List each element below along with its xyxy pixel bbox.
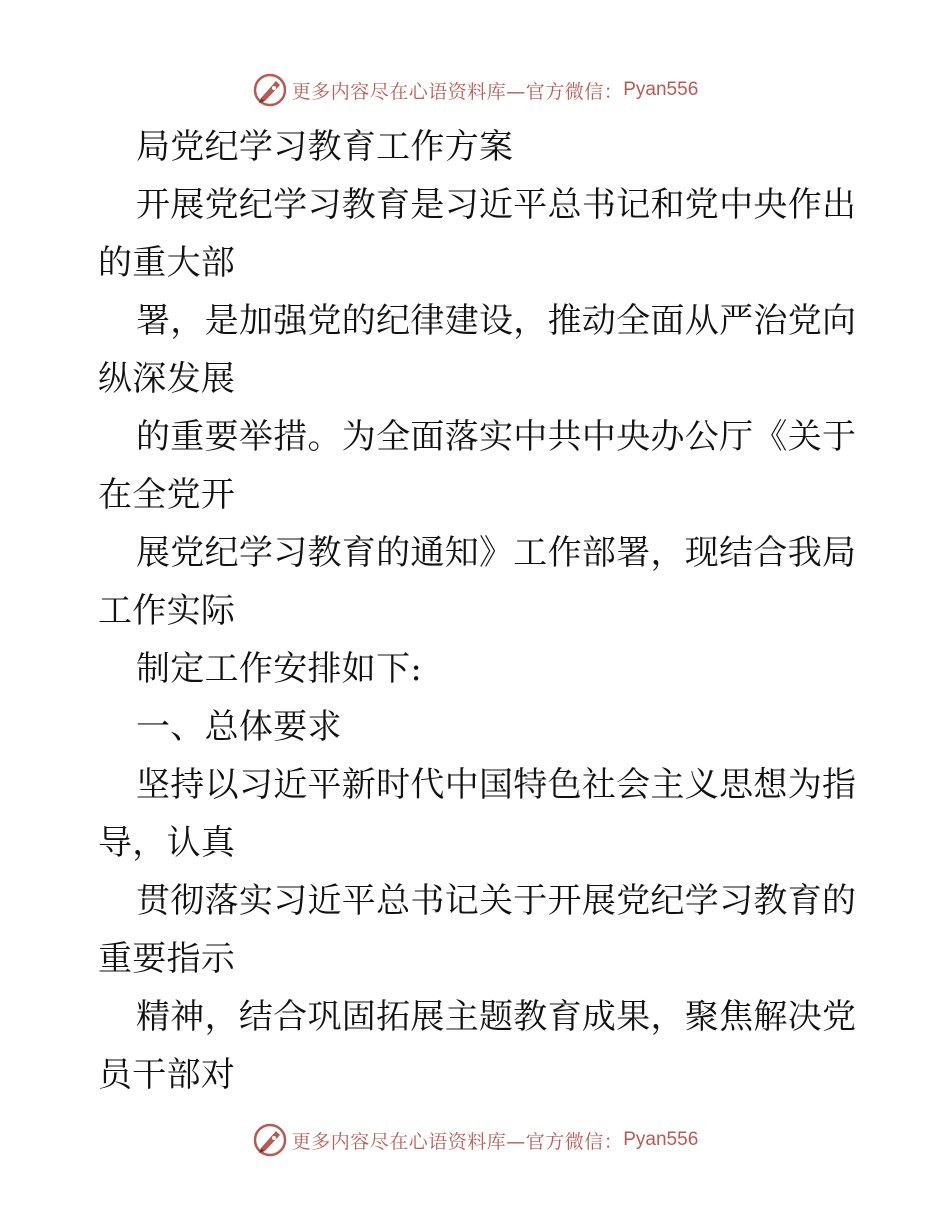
document-line: 制定工作安排如下: <box>136 649 423 689</box>
document-line: 重要指示 <box>98 939 236 979</box>
pen-circle-logo-icon <box>252 72 288 108</box>
watermark-wechat-id: Pyan556 <box>623 79 699 100</box>
document-line: 署，是加强党的纪律建设，推动全面从严治党向 <box>136 301 857 341</box>
document-line: 贯彻落实习近平总书记关于开展党纪学习教育的 <box>136 881 857 921</box>
watermark-wechat-id: Pyan556 <box>623 1129 699 1150</box>
document-line: 工作实际 <box>98 591 236 631</box>
document-line: 局党纪学习教育工作方案 <box>136 127 514 167</box>
document-line: 精神，结合巩固拓展主题教育成果，聚焦解决党 <box>136 997 857 1037</box>
watermark-text: 更多内容尽在心语资料库—官方微信： <box>291 1130 624 1153</box>
document-line: 的重要举措。为全面落实中共中央办公厅《关于 <box>136 417 857 457</box>
document-line: 员干部对 <box>98 1055 236 1095</box>
document-line: 展党纪学习教育的通知》工作部署，现结合我局 <box>136 533 857 573</box>
document-line: 在全党开 <box>98 475 236 515</box>
document-line: 的重大部 <box>98 243 236 283</box>
watermark-banner-bottom <box>0 1120 950 1160</box>
document-line: 坚持以习近平新时代中国特色社会主义思想为指 <box>136 765 857 805</box>
watermark-text: 更多内容尽在心语资料库—官方微信： <box>291 80 624 103</box>
pen-circle-logo-icon <box>252 1122 288 1158</box>
watermark-banner-top <box>0 70 950 110</box>
document-line: 一、总体要求 <box>136 707 342 747</box>
document-line: 纵深发展 <box>98 359 236 399</box>
document-line: 导，认真 <box>98 823 236 863</box>
document-body <box>98 118 858 1104</box>
document-line: 开展党纪学习教育是习近平总书记和党中央作出 <box>136 185 857 225</box>
